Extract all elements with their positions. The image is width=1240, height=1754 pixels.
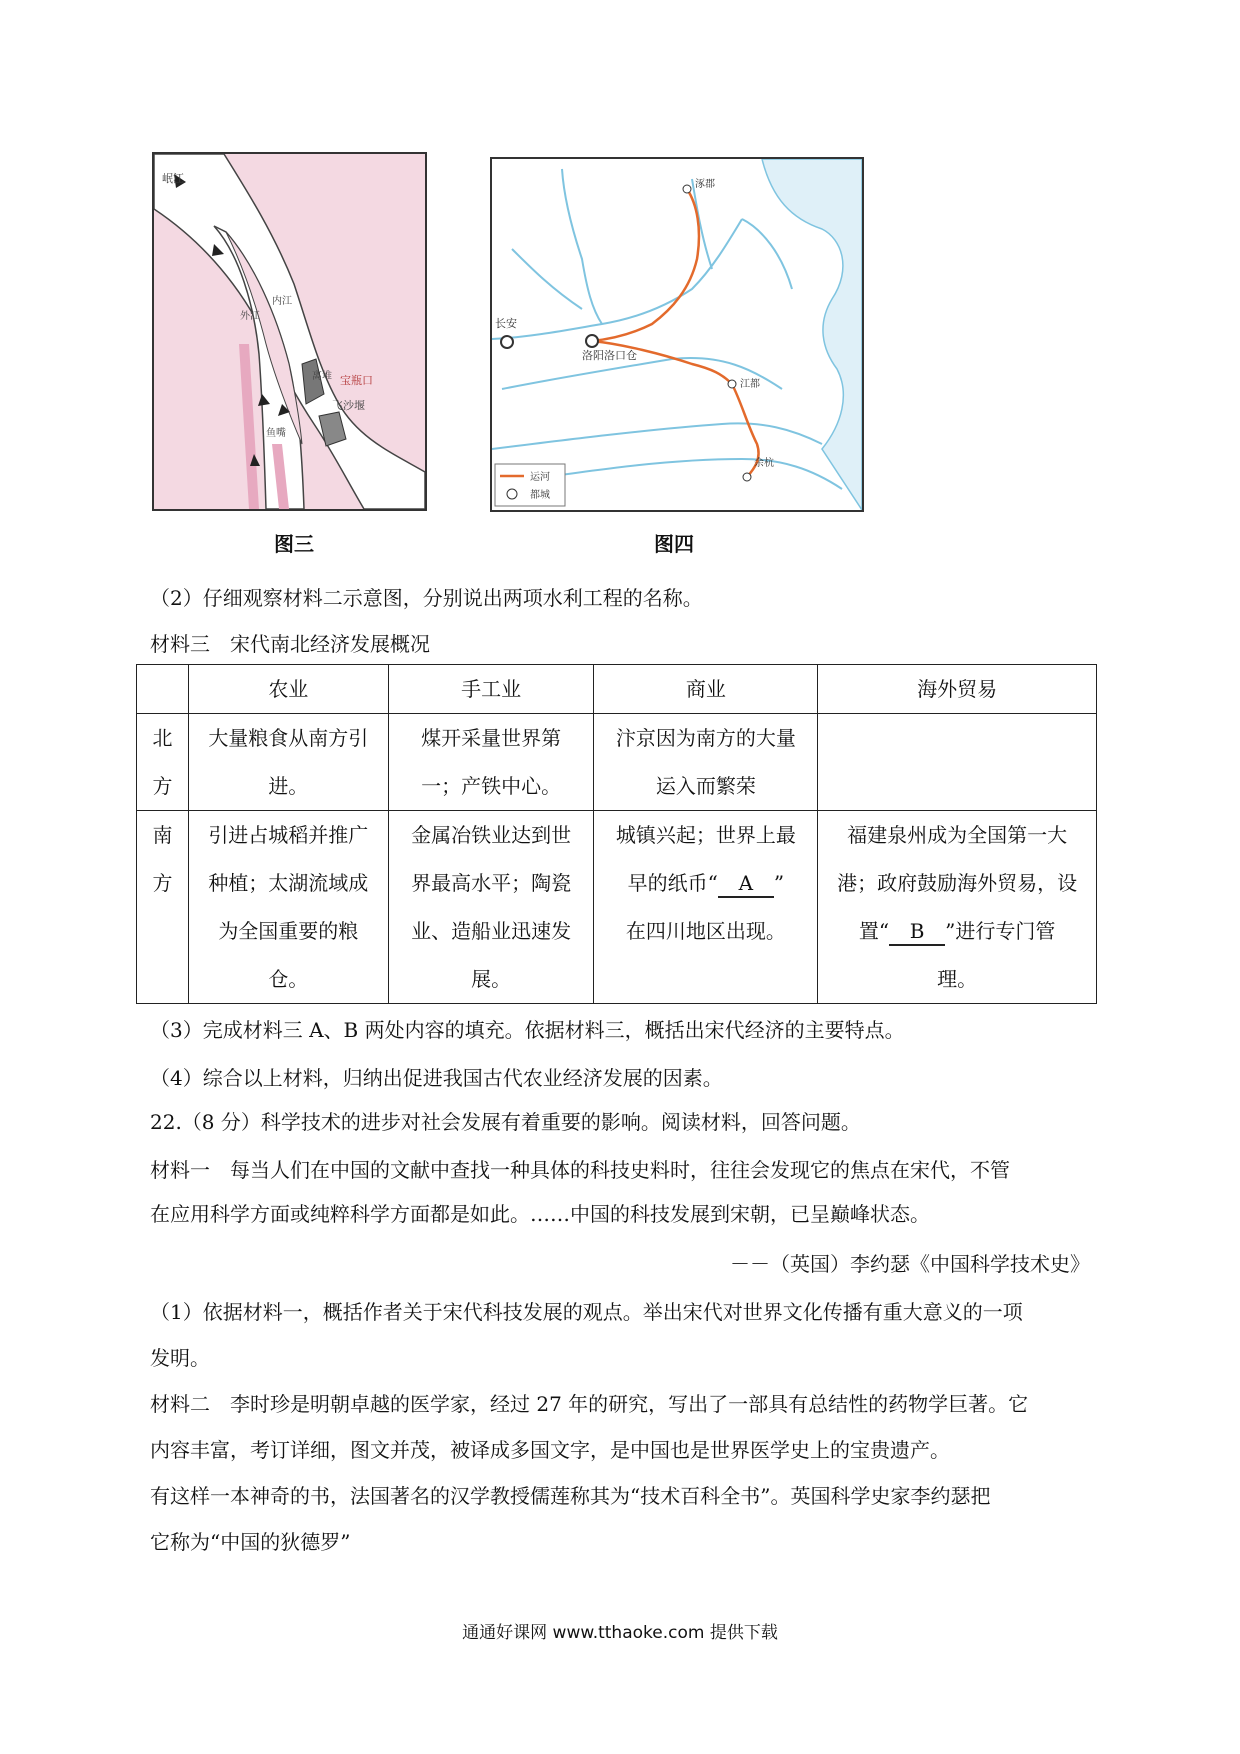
- south-handicraft-cell: 金属冶铁业达到世 界最高水平；陶瓷 业、造船业迅速发 展。: [388, 811, 594, 1004]
- material-2-line-1: 材料二 李时珍是明朝卓越的医学家，经过 27 年的研究，写出了一部具有总结性的药物学巨著。它: [150, 1392, 1029, 1416]
- row-label-north: 北 方: [137, 714, 189, 811]
- label-lidui: 离堆: [312, 371, 332, 382]
- label-yuhang: 余杭: [754, 458, 774, 469]
- blank-a: A: [718, 870, 774, 898]
- question-4: （4）综合以上材料，归纳出促进我国古代农业经济发展的因素。: [150, 1066, 723, 1090]
- legend-canal: 运河: [530, 472, 550, 483]
- header-overseas-trade: 海外贸易: [818, 665, 1097, 714]
- label-wai-jiang: 外江: [240, 311, 260, 322]
- question-22: 22.（8 分）科学技术的进步对社会发展有着重要的影响。阅读材料，回答问题。: [150, 1110, 861, 1134]
- north-trade-cell: [818, 714, 1097, 811]
- label-feishayan: 飞沙堰: [332, 399, 365, 412]
- question-3: （3）完成材料三 A、B 两处内容的填充。依据材料三，概括出宋代经济的主要特点。: [150, 1018, 905, 1042]
- south-commerce-cell: 城镇兴起；世界上最 早的纸币“ A ” 在四川地区出现。: [594, 811, 818, 1004]
- material-1-line-2: 在应用科学方面或纯粹科学方面都是如此。……中国的科技发展到宋朝，已呈巅峰状态。: [150, 1202, 930, 1226]
- north-commerce-cell: 汴京因为南方的大量 运入而繁荣: [594, 714, 818, 811]
- label-nei-jiang: 内江: [272, 296, 292, 307]
- material-3-table: [136, 664, 1097, 1004]
- header-empty: [137, 665, 189, 714]
- header-handicraft: 手工业: [388, 665, 594, 714]
- label-changan: 长安: [495, 317, 517, 330]
- material-1-source: －－（英国）李约瑟《中国科学技术史》: [730, 1252, 1090, 1276]
- page-footer: 通通好课网 www.tthaoke.com 提供下载: [462, 1623, 778, 1643]
- question-2: （2）仔细观察材料二示意图，分别说出两项水利工程的名称。: [150, 586, 703, 610]
- material-2-line-4: 它称为“中国的狄德罗”: [150, 1530, 351, 1554]
- table-header-row: [137, 665, 1097, 714]
- legend-capital: 都城: [530, 490, 550, 501]
- table-row-south: [137, 811, 1097, 1004]
- label-jiangdu: 江都: [740, 379, 760, 390]
- dujiangyan-sketch: [154, 154, 425, 509]
- label-baopingkou: 宝瓶口: [340, 374, 373, 387]
- question-22-1-line-2: 发明。: [150, 1346, 210, 1370]
- blank-b: B: [889, 918, 945, 946]
- header-commerce: 商业: [594, 665, 818, 714]
- header-agriculture: 农业: [188, 665, 388, 714]
- row-label-south: 南 方: [137, 811, 189, 1004]
- material-1-line-1: 材料一 每当人们在中国的文献中查找一种具体的科技史料时，往往会发现它的焦点在宋代，不管: [150, 1158, 1010, 1182]
- south-agriculture-cell: 引进占城稻并推广 种植；太湖流域成 为全国重要的粮 仓。: [188, 811, 388, 1004]
- label-luoyang: 洛阳洛口仓: [582, 349, 637, 362]
- north-handicraft-cell: 煤开采量世界第 一；产铁中心。: [388, 714, 594, 811]
- south-trade-cell: 福建泉州成为全国第一大 港；政府鼓励海外贸易，设 置“ B ”进行专门管 理。: [818, 811, 1097, 1004]
- figure-4-caption: 图四: [654, 532, 694, 556]
- material-2-line-3: 有这样一本神奇的书，法国著名的汉学教授儒莲称其为“技术百科全书”。英国科学史家李约瑟把: [150, 1484, 991, 1508]
- table-row-north: [137, 714, 1097, 811]
- grand-canal-sketch: [492, 159, 862, 510]
- material-2-line-2: 内容丰富，考订详细，图文并茂，被译成多国文字，是中国也是世界医学史上的宝贵遗产。: [150, 1438, 950, 1462]
- figure-4-grand-canal-map: [490, 157, 864, 512]
- label-zhuojun: 涿郡: [695, 179, 715, 190]
- label-yuzui: 鱼嘴: [266, 428, 286, 439]
- figure-3-dujiangyan-map: [152, 152, 427, 511]
- question-22-1-line-1: （1）依据材料一，概括作者关于宋代科技发展的观点。举出宋代对世界文化传播有重大意义的一项: [150, 1300, 1023, 1324]
- figure-3-caption: 图三: [274, 532, 314, 556]
- label-min-river: 岷江: [162, 172, 184, 185]
- material-3-title: 材料三 宋代南北经济发展概况: [150, 632, 430, 656]
- north-agriculture-cell: 大量粮食从南方引 进。: [188, 714, 388, 811]
